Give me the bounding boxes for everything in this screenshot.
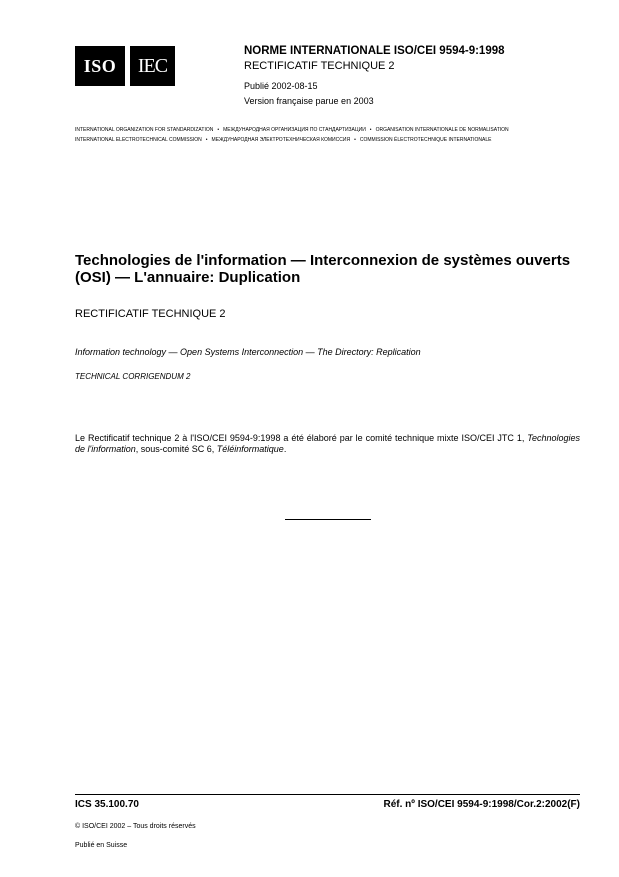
paragraph-italic: Technologies de l'information bbox=[75, 433, 580, 454]
ics-code: ICS 35.100.70 bbox=[75, 799, 139, 810]
separator: • bbox=[217, 127, 220, 133]
copyright-notice: © ISO/CEI 2002 – Tous droits réservés bbox=[75, 823, 196, 830]
english-subtitle: TECHNICAL CORRIGENDUM 2 bbox=[75, 372, 191, 381]
paragraph-text: , sous-comité SC 6, bbox=[135, 444, 217, 454]
document-title: Technologies de l'information — Interconnexion de systèmes ouverts (OSI) — L'annuaire: Duplication bbox=[75, 252, 571, 286]
org-iec-en: INTERNATIONAL ELECTROTECHNICAL COMMISSION bbox=[75, 137, 202, 143]
published-date: Publié 2002-08-15 bbox=[244, 81, 318, 91]
iec-logo-text: IEC bbox=[137, 54, 168, 77]
version-note: Version française parue en 2003 bbox=[244, 96, 374, 106]
paragraph-text: Le Rectificatif technique 2 à l'ISO/CEI 9594-9:1998 a été élaboré par le comité technique mixte ISO/CEI JTC 1, bbox=[75, 433, 528, 443]
separator-rule bbox=[285, 519, 371, 520]
printed-in: Publié en Suisse bbox=[75, 842, 128, 849]
org-iso-en: INTERNATIONAL ORGANIZATION FOR STANDARDIZATION bbox=[75, 127, 214, 133]
org-iec-fr: COMMISSION ÉLECTROTECHNIQUE INTERNATIONALE bbox=[359, 137, 492, 143]
reference-number: Réf. nº ISO/CEI 9594-9:1998/Cor.2:2002(F) bbox=[383, 799, 580, 810]
separator: • bbox=[354, 137, 356, 143]
separator: • bbox=[369, 127, 372, 133]
organizations-line-1 bbox=[75, 127, 509, 133]
footer-rule bbox=[75, 794, 580, 795]
paragraph-italic: Téléinformatique bbox=[216, 444, 284, 454]
iso-logo-text: ISO bbox=[83, 55, 117, 76]
iso-logo bbox=[75, 46, 125, 86]
body-paragraph bbox=[75, 433, 580, 455]
organizations-line-2 bbox=[75, 137, 491, 143]
org-iso-fr: ORGANISATION INTERNATIONALE DE NORMALISATION bbox=[375, 127, 509, 133]
standard-title: NORME INTERNATIONALE ISO/CEI 9594-9:1998 bbox=[244, 45, 505, 57]
document-subtitle: RECTIFICATIF TECHNIQUE 2 bbox=[75, 308, 226, 320]
iec-logo bbox=[130, 46, 175, 86]
paragraph-text: . bbox=[283, 444, 287, 454]
separator: • bbox=[205, 137, 208, 143]
org-iso-ru: МЕЖДУНАРОДНАЯ ОРГАНИЗАЦИЯ ПО СТАНДАРТИЗАЦИИ bbox=[223, 127, 366, 133]
standard-subtitle: RECTIFICATIF TECHNIQUE 2 bbox=[244, 60, 395, 72]
org-iec-ru: МЕЖДУНАРОДНАЯ ЭЛЕКТРОТЕХНИЧЕСКАЯ КОМИССИЯ bbox=[211, 137, 351, 143]
english-title: Information technology — Open Systems Interconnection — The Directory: Replication bbox=[75, 347, 421, 357]
